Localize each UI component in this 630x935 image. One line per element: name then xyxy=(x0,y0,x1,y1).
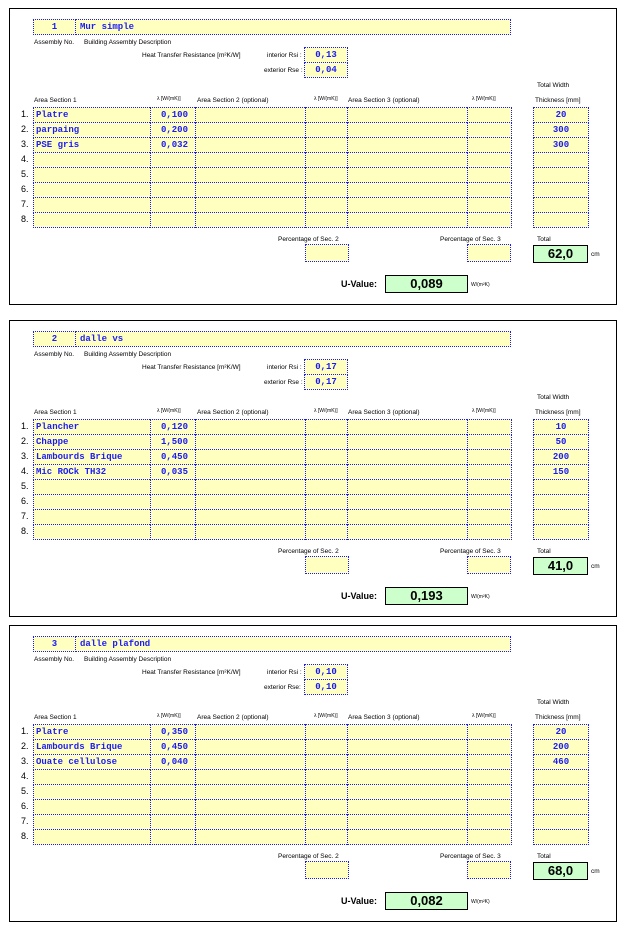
heat-transfer-label: Heat Transfer Resistance [m²K/W] xyxy=(142,52,241,59)
u-value-unit: W/(m²K) xyxy=(471,282,490,288)
lambda-header-3: λ [W/(mK)] xyxy=(472,408,496,414)
section2-material-cell[interactable] xyxy=(195,152,307,168)
row-number: 8. xyxy=(21,214,29,224)
thickness-cell[interactable]: 300 xyxy=(533,122,589,138)
area-section-1-header: Area Section 1 xyxy=(34,409,77,416)
section2-material-cell[interactable] xyxy=(195,479,307,495)
section3-material-cell[interactable] xyxy=(347,212,469,228)
section3-material-cell[interactable] xyxy=(347,524,469,540)
total-thickness-value: 62,0 xyxy=(533,245,588,263)
section3-material-cell[interactable] xyxy=(347,107,469,123)
percentage-sec3-label: Percentage of Sec. 3 xyxy=(440,853,501,860)
section3-lambda-cell[interactable] xyxy=(467,464,512,480)
section3-material-cell[interactable] xyxy=(347,122,469,138)
section2-lambda-cell[interactable] xyxy=(305,167,349,183)
total-thickness-value: 41,0 xyxy=(533,557,588,575)
thickness-cell[interactable]: 150 xyxy=(533,464,589,480)
section3-material-cell[interactable] xyxy=(347,434,469,450)
section3-lambda-cell[interactable] xyxy=(467,479,512,495)
section2-lambda-cell[interactable] xyxy=(305,449,349,465)
section3-lambda-cell[interactable] xyxy=(467,784,512,800)
section1-material-cell[interactable] xyxy=(33,814,152,830)
section1-material-cell[interactable] xyxy=(33,167,152,183)
thickness-cell[interactable] xyxy=(533,152,589,168)
thickness-header: Thickness [mm] xyxy=(535,97,581,104)
section1-lambda-cell[interactable]: 0,450 xyxy=(150,449,197,465)
section3-lambda-cell[interactable] xyxy=(467,769,512,785)
section2-material-cell[interactable] xyxy=(195,107,307,123)
thickness-cell[interactable]: 460 xyxy=(533,754,589,770)
section2-lambda-cell[interactable] xyxy=(305,494,349,510)
section3-material-cell[interactable] xyxy=(347,182,469,198)
percentage-sec2-field[interactable] xyxy=(305,556,349,574)
u-value-field: 0,193 xyxy=(385,587,468,605)
row-number: 7. xyxy=(21,511,29,521)
cm-unit: cm xyxy=(591,868,600,875)
rse-field[interactable]: 0,10 xyxy=(304,679,348,695)
section3-lambda-cell[interactable] xyxy=(467,434,512,450)
thickness-cell[interactable] xyxy=(533,524,589,540)
thickness-cell[interactable] xyxy=(533,829,589,845)
section1-lambda-cell[interactable] xyxy=(150,509,197,525)
heat-transfer-label: Heat Transfer Resistance [m²K/W] xyxy=(142,669,241,676)
u-value-field: 0,082 xyxy=(385,892,468,910)
lambda-header-3: λ [W/(mK)] xyxy=(472,713,496,719)
section2-material-cell[interactable] xyxy=(195,494,307,510)
section2-lambda-cell[interactable] xyxy=(305,754,349,770)
row-number: 8. xyxy=(21,831,29,841)
assembly-description-field[interactable]: Mur simple xyxy=(75,19,511,35)
thickness-cell[interactable] xyxy=(533,509,589,525)
section3-lambda-cell[interactable] xyxy=(467,449,512,465)
section3-lambda-cell[interactable] xyxy=(467,122,512,138)
section2-material-cell[interactable] xyxy=(195,182,307,198)
assembly-no-label: Assembly No. xyxy=(34,39,75,46)
area-section-1-header: Area Section 1 xyxy=(34,97,77,104)
thickness-cell[interactable]: 200 xyxy=(533,739,589,755)
interior-rsi-label: interior Rsi : xyxy=(267,364,302,371)
section2-lambda-cell[interactable] xyxy=(305,419,349,435)
percentage-sec2-label: Percentage of Sec. 2 xyxy=(278,548,339,555)
section1-material-cell[interactable]: PSE gris xyxy=(33,137,152,153)
section3-lambda-cell[interactable] xyxy=(467,197,512,213)
section2-lambda-cell[interactable] xyxy=(305,464,349,480)
rsi-field[interactable]: 0,13 xyxy=(304,47,348,63)
section2-lambda-cell[interactable] xyxy=(305,152,349,168)
section2-material-cell[interactable] xyxy=(195,419,307,435)
thickness-cell[interactable] xyxy=(533,799,589,815)
section2-lambda-cell[interactable] xyxy=(305,814,349,830)
section3-material-cell[interactable] xyxy=(347,197,469,213)
section2-lambda-cell[interactable] xyxy=(305,769,349,785)
section1-lambda-cell[interactable]: 0,120 xyxy=(150,419,197,435)
percentage-sec3-label: Percentage of Sec. 3 xyxy=(440,236,501,243)
exterior-rse-label: exterior Rse: xyxy=(264,684,301,691)
section2-lambda-cell[interactable] xyxy=(305,197,349,213)
section3-lambda-cell[interactable] xyxy=(467,494,512,510)
section1-material-cell[interactable]: parpaing xyxy=(33,122,152,138)
section1-material-cell[interactable] xyxy=(33,212,152,228)
assembly-no-label: Assembly No. xyxy=(34,656,75,663)
section1-lambda-cell[interactable] xyxy=(150,784,197,800)
thickness-cell[interactable]: 10 xyxy=(533,419,589,435)
section1-material-cell[interactable] xyxy=(33,829,152,845)
percentage-sec2-field[interactable] xyxy=(305,244,349,262)
heat-transfer-label: Heat Transfer Resistance [m²K/W] xyxy=(142,364,241,371)
thickness-cell[interactable] xyxy=(533,167,589,183)
percentage-sec3-label: Percentage of Sec. 3 xyxy=(440,548,501,555)
area-section-1-header: Area Section 1 xyxy=(34,714,77,721)
section2-lambda-cell[interactable] xyxy=(305,509,349,525)
row-number: 8. xyxy=(21,526,29,536)
total-label: Total xyxy=(537,853,551,860)
section3-lambda-cell[interactable] xyxy=(467,509,512,525)
section3-material-cell[interactable] xyxy=(347,479,469,495)
total-label: Total xyxy=(537,236,551,243)
assembly-number-field[interactable]: 3 xyxy=(33,636,76,652)
percentage-sec2-field[interactable] xyxy=(305,861,349,879)
assembly-description-field[interactable]: dalle plafond xyxy=(75,636,511,652)
thickness-header: Thickness [mm] xyxy=(535,409,581,416)
section3-lambda-cell[interactable] xyxy=(467,152,512,168)
total-label: Total xyxy=(537,548,551,555)
lambda-header-3: λ [W/(mK)] xyxy=(472,96,496,102)
section3-material-cell[interactable] xyxy=(347,167,469,183)
section2-material-cell[interactable] xyxy=(195,754,307,770)
row-number: 6. xyxy=(21,496,29,506)
thickness-cell[interactable] xyxy=(533,197,589,213)
row-number: 3. xyxy=(21,139,29,149)
percentage-sec3-field[interactable] xyxy=(467,556,511,574)
thickness-cell[interactable]: 20 xyxy=(533,724,589,740)
section1-lambda-cell[interactable] xyxy=(150,494,197,510)
rse-field[interactable]: 0,04 xyxy=(304,62,348,78)
lambda-header-1: λ [W/(mK)] xyxy=(157,408,181,414)
section1-material-cell[interactable]: Chappe xyxy=(33,434,152,450)
section2-material-cell[interactable] xyxy=(195,829,307,845)
interior-rsi-label: interior Rsi : xyxy=(267,669,302,676)
u-value-unit: W/(m²K) xyxy=(471,899,490,905)
section2-lambda-cell[interactable] xyxy=(305,524,349,540)
row-number: 3. xyxy=(21,756,29,766)
section3-material-cell[interactable] xyxy=(347,784,469,800)
section1-material-cell[interactable] xyxy=(33,182,152,198)
section1-lambda-cell[interactable] xyxy=(150,524,197,540)
row-number: 4. xyxy=(21,771,29,781)
lambda-header-1: λ [W/(mK)] xyxy=(157,713,181,719)
percentage-sec3-field[interactable] xyxy=(467,244,511,262)
area-section-3-header: Area Section 3 (optional) xyxy=(348,97,420,104)
section3-lambda-cell[interactable] xyxy=(467,754,512,770)
section2-lambda-cell[interactable] xyxy=(305,479,349,495)
section2-lambda-cell[interactable] xyxy=(305,212,349,228)
row-number: 1. xyxy=(21,109,29,119)
section1-material-cell[interactable] xyxy=(33,784,152,800)
section1-material-cell[interactable]: Platre xyxy=(33,724,152,740)
lambda-header-2: λ [W/(mK)] xyxy=(314,408,338,414)
thickness-cell[interactable]: 20 xyxy=(533,107,589,123)
lambda-header-2: λ [W/(mK)] xyxy=(314,713,338,719)
section2-material-cell[interactable] xyxy=(195,724,307,740)
row-number: 7. xyxy=(21,816,29,826)
section1-material-cell[interactable] xyxy=(33,799,152,815)
section1-lambda-cell[interactable] xyxy=(150,212,197,228)
description-label: Building Assembly Description xyxy=(84,351,172,358)
section1-lambda-cell[interactable] xyxy=(150,814,197,830)
section3-material-cell[interactable] xyxy=(347,419,469,435)
assembly-number-field[interactable]: 1 xyxy=(33,19,76,35)
section1-lambda-cell[interactable]: 0,032 xyxy=(150,137,197,153)
section1-lambda-cell[interactable] xyxy=(150,152,197,168)
section3-material-cell[interactable] xyxy=(347,739,469,755)
section1-lambda-cell[interactable]: 0,450 xyxy=(150,739,197,755)
row-number: 1. xyxy=(21,421,29,431)
u-value-unit: W/(m²K) xyxy=(471,594,490,600)
thickness-cell[interactable] xyxy=(533,814,589,830)
section1-material-cell[interactable] xyxy=(33,479,152,495)
assembly-description-field[interactable]: dalle vs xyxy=(75,331,511,347)
section2-material-cell[interactable] xyxy=(195,167,307,183)
total-width-label: Total Width xyxy=(537,394,570,401)
row-number: 5. xyxy=(21,481,29,491)
section1-material-cell[interactable] xyxy=(33,152,152,168)
u-value-field: 0,089 xyxy=(385,275,468,293)
thickness-cell[interactable] xyxy=(533,182,589,198)
section3-material-cell[interactable] xyxy=(347,494,469,510)
section2-lambda-cell[interactable] xyxy=(305,799,349,815)
section1-material-cell[interactable]: Platre xyxy=(33,107,152,123)
u-value-label: U-Value: xyxy=(341,279,378,289)
section1-material-cell[interactable] xyxy=(33,197,152,213)
row-number: 2. xyxy=(21,436,29,446)
section1-lambda-cell[interactable] xyxy=(150,829,197,845)
row-number: 4. xyxy=(21,154,29,164)
total-thickness-value: 68,0 xyxy=(533,862,588,880)
interior-rsi-label: interior Rsi : xyxy=(267,52,302,59)
section1-material-cell[interactable] xyxy=(33,769,152,785)
section1-material-cell[interactable]: Ouate cellulose xyxy=(33,754,152,770)
thickness-header: Thickness [mm] xyxy=(535,714,581,721)
area-section-2-header: Area Section 2 (optional) xyxy=(197,409,269,416)
section3-material-cell[interactable] xyxy=(347,449,469,465)
row-number: 5. xyxy=(21,786,29,796)
section1-lambda-cell[interactable] xyxy=(150,167,197,183)
section2-lambda-cell[interactable] xyxy=(305,739,349,755)
rsi-field[interactable]: 0,17 xyxy=(304,359,348,375)
section2-material-cell[interactable] xyxy=(195,799,307,815)
row-number: 2. xyxy=(21,741,29,751)
section2-material-cell[interactable] xyxy=(195,434,307,450)
thickness-cell[interactable] xyxy=(533,769,589,785)
assembly-number-field[interactable]: 2 xyxy=(33,331,76,347)
thickness-cell[interactable] xyxy=(533,784,589,800)
section3-lambda-cell[interactable] xyxy=(467,137,512,153)
percentage-sec2-label: Percentage of Sec. 2 xyxy=(278,853,339,860)
section2-lambda-cell[interactable] xyxy=(305,137,349,153)
thickness-cell[interactable]: 300 xyxy=(533,137,589,153)
row-number: 4. xyxy=(21,466,29,476)
cm-unit: cm xyxy=(591,563,600,570)
exterior-rse-label: exterior Rse : xyxy=(264,67,303,74)
section2-material-cell[interactable] xyxy=(195,814,307,830)
section3-lambda-cell[interactable] xyxy=(467,182,512,198)
section2-lambda-cell[interactable] xyxy=(305,784,349,800)
assembly-panel xyxy=(9,625,617,922)
section3-material-cell[interactable] xyxy=(347,799,469,815)
row-number: 7. xyxy=(21,199,29,209)
section1-lambda-cell[interactable]: 0,040 xyxy=(150,754,197,770)
section2-material-cell[interactable] xyxy=(195,122,307,138)
section3-material-cell[interactable] xyxy=(347,814,469,830)
section2-lambda-cell[interactable] xyxy=(305,122,349,138)
section3-lambda-cell[interactable] xyxy=(467,212,512,228)
section3-lambda-cell[interactable] xyxy=(467,524,512,540)
thickness-cell[interactable]: 200 xyxy=(533,449,589,465)
cm-unit: cm xyxy=(591,251,600,258)
total-width-label: Total Width xyxy=(537,699,570,706)
section2-lambda-cell[interactable] xyxy=(305,107,349,123)
u-value-label: U-Value: xyxy=(341,896,378,906)
section2-material-cell[interactable] xyxy=(195,784,307,800)
section3-material-cell[interactable] xyxy=(347,137,469,153)
area-section-3-header: Area Section 3 (optional) xyxy=(348,714,420,721)
description-label: Building Assembly Description xyxy=(84,656,172,663)
description-label: Building Assembly Description xyxy=(84,39,172,46)
section2-material-cell[interactable] xyxy=(195,464,307,480)
thickness-cell[interactable] xyxy=(533,212,589,228)
section1-material-cell[interactable] xyxy=(33,509,152,525)
section2-lambda-cell[interactable] xyxy=(305,182,349,198)
section2-material-cell[interactable] xyxy=(195,197,307,213)
section1-lambda-cell[interactable]: 0,100 xyxy=(150,107,197,123)
section3-lambda-cell[interactable] xyxy=(467,107,512,123)
section1-material-cell[interactable]: Lambourds Brique xyxy=(33,739,152,755)
section1-lambda-cell[interactable]: 0,200 xyxy=(150,122,197,138)
section1-lambda-cell[interactable] xyxy=(150,799,197,815)
section3-lambda-cell[interactable] xyxy=(467,829,512,845)
section3-material-cell[interactable] xyxy=(347,829,469,845)
percentage-sec2-label: Percentage of Sec. 2 xyxy=(278,236,339,243)
row-number: 2. xyxy=(21,124,29,134)
section2-material-cell[interactable] xyxy=(195,137,307,153)
section3-material-cell[interactable] xyxy=(347,754,469,770)
section1-material-cell[interactable] xyxy=(33,524,152,540)
assembly-panel xyxy=(9,320,617,617)
section3-material-cell[interactable] xyxy=(347,152,469,168)
section3-lambda-cell[interactable] xyxy=(467,167,512,183)
section1-lambda-cell[interactable]: 0,035 xyxy=(150,464,197,480)
section2-material-cell[interactable] xyxy=(195,449,307,465)
u-value-label: U-Value: xyxy=(341,591,378,601)
section3-material-cell[interactable] xyxy=(347,724,469,740)
section3-material-cell[interactable] xyxy=(347,464,469,480)
assembly-no-label: Assembly No. xyxy=(34,351,75,358)
section2-material-cell[interactable] xyxy=(195,739,307,755)
section1-material-cell[interactable]: Lambourds Brique xyxy=(33,449,152,465)
section2-lambda-cell[interactable] xyxy=(305,829,349,845)
section1-lambda-cell[interactable] xyxy=(150,182,197,198)
row-number: 5. xyxy=(21,169,29,179)
section3-lambda-cell[interactable] xyxy=(467,724,512,740)
area-section-3-header: Area Section 3 (optional) xyxy=(348,409,420,416)
section2-lambda-cell[interactable] xyxy=(305,434,349,450)
total-width-label: Total Width xyxy=(537,82,570,89)
section3-lambda-cell[interactable] xyxy=(467,419,512,435)
section1-lambda-cell[interactable] xyxy=(150,479,197,495)
section3-material-cell[interactable] xyxy=(347,769,469,785)
assembly-panel xyxy=(9,8,617,305)
rse-field[interactable]: 0,17 xyxy=(304,374,348,390)
section1-lambda-cell[interactable] xyxy=(150,197,197,213)
section2-material-cell[interactable] xyxy=(195,212,307,228)
section2-material-cell[interactable] xyxy=(195,509,307,525)
lambda-header-2: λ [W/(mK)] xyxy=(314,96,338,102)
thickness-cell[interactable] xyxy=(533,479,589,495)
section1-lambda-cell[interactable]: 1,500 xyxy=(150,434,197,450)
section1-lambda-cell[interactable]: 0,350 xyxy=(150,724,197,740)
row-number: 1. xyxy=(21,726,29,736)
row-number: 3. xyxy=(21,451,29,461)
section3-lambda-cell[interactable] xyxy=(467,739,512,755)
area-section-2-header: Area Section 2 (optional) xyxy=(197,714,269,721)
section1-material-cell[interactable]: Plancher xyxy=(33,419,152,435)
section1-material-cell[interactable]: Mic ROCk TH32 xyxy=(33,464,152,480)
rsi-field[interactable]: 0,10 xyxy=(304,664,348,680)
area-section-2-header: Area Section 2 (optional) xyxy=(197,97,269,104)
exterior-rse-label: exterior Rse : xyxy=(264,379,303,386)
section1-lambda-cell[interactable] xyxy=(150,769,197,785)
section1-material-cell[interactable] xyxy=(33,494,152,510)
row-number: 6. xyxy=(21,184,29,194)
row-number: 6. xyxy=(21,801,29,811)
thickness-cell[interactable]: 50 xyxy=(533,434,589,450)
section3-lambda-cell[interactable] xyxy=(467,814,512,830)
section2-material-cell[interactable] xyxy=(195,769,307,785)
thickness-cell[interactable] xyxy=(533,494,589,510)
section2-material-cell[interactable] xyxy=(195,524,307,540)
section3-material-cell[interactable] xyxy=(347,509,469,525)
lambda-header-1: λ [W/(mK)] xyxy=(157,96,181,102)
percentage-sec3-field[interactable] xyxy=(467,861,511,879)
section2-lambda-cell[interactable] xyxy=(305,724,349,740)
section3-lambda-cell[interactable] xyxy=(467,799,512,815)
